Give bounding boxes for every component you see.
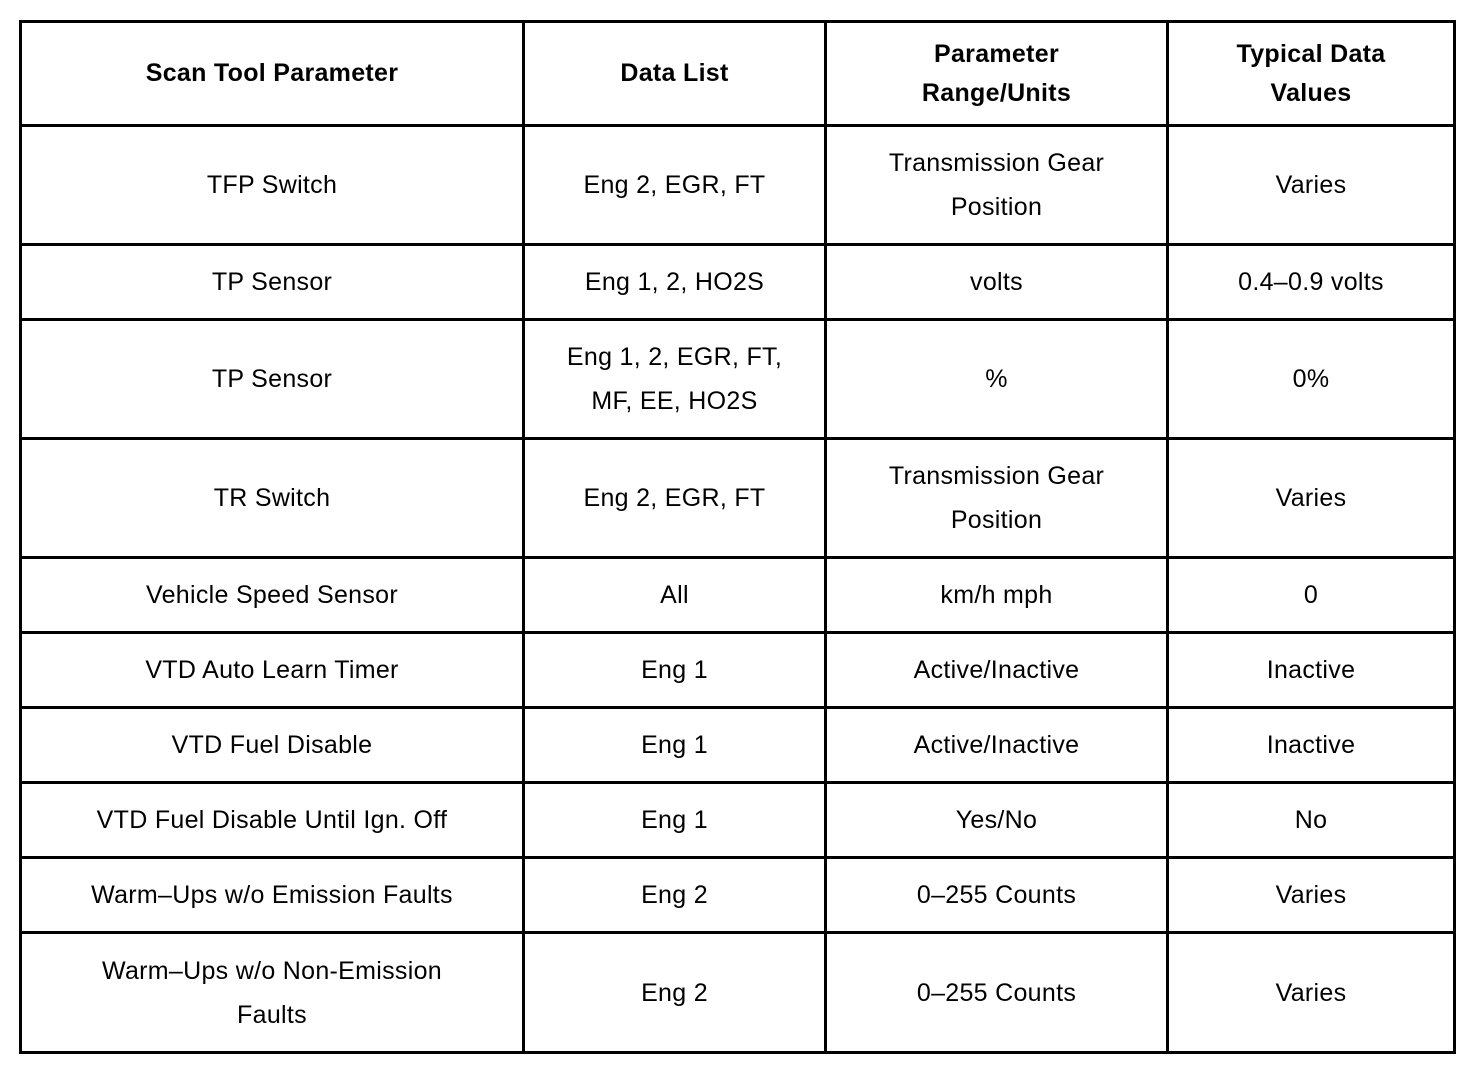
cell-typical-value: Varies: [1168, 858, 1455, 933]
cell-parameter: Warm–Ups w/o Non-Emission Faults: [21, 933, 524, 1053]
table-row: [21, 126, 1455, 245]
cell-typical-value: 0: [1168, 558, 1455, 633]
table-row: [21, 783, 1455, 858]
cell-parameter: TP Sensor: [21, 320, 524, 439]
cell-parameter: Warm–Ups w/o Emission Faults: [21, 858, 524, 933]
cell-typical-value: No: [1168, 783, 1455, 858]
cell-parameter: TP Sensor: [21, 245, 524, 320]
cell-typical-value: Varies: [1168, 126, 1455, 245]
cell-parameter: TR Switch: [21, 439, 524, 558]
cell-data-list: Eng 1: [524, 783, 826, 858]
cell-range-units: Active/Inactive: [826, 633, 1168, 708]
cell-range-units: Yes/No: [826, 783, 1168, 858]
cell-range-units: volts: [826, 245, 1168, 320]
table-row: [21, 708, 1455, 783]
cell-typical-value: Varies: [1168, 933, 1455, 1053]
header-typical-data-values: Typical Data Values: [1168, 22, 1455, 126]
cell-data-list: Eng 2: [524, 858, 826, 933]
scan-tool-data-table: [19, 20, 1456, 1054]
cell-parameter: VTD Fuel Disable: [21, 708, 524, 783]
cell-parameter: Vehicle Speed Sensor: [21, 558, 524, 633]
cell-parameter: VTD Auto Learn Timer: [21, 633, 524, 708]
cell-data-list: Eng 1: [524, 708, 826, 783]
cell-range-units: Active/Inactive: [826, 708, 1168, 783]
cell-parameter: VTD Fuel Disable Until Ign. Off: [21, 783, 524, 858]
table-row: [21, 439, 1455, 558]
cell-data-list: All: [524, 558, 826, 633]
cell-typical-value: Inactive: [1168, 633, 1455, 708]
cell-range-units: km/h mph: [826, 558, 1168, 633]
cell-data-list: Eng 1, 2, EGR, FT, MF, EE, HO2S: [524, 320, 826, 439]
table-row: [21, 633, 1455, 708]
table-header-row: [21, 22, 1455, 126]
cell-parameter: TFP Switch: [21, 126, 524, 245]
cell-data-list: Eng 1, 2, HO2S: [524, 245, 826, 320]
cell-data-list: Eng 2: [524, 933, 826, 1053]
cell-range-units: %: [826, 320, 1168, 439]
cell-range-units: Transmission Gear Position: [826, 439, 1168, 558]
table-row: [21, 320, 1455, 439]
cell-data-list: Eng 2, EGR, FT: [524, 126, 826, 245]
header-scan-tool-parameter: Scan Tool Parameter: [21, 22, 524, 126]
table-row: [21, 558, 1455, 633]
table-row: [21, 933, 1455, 1053]
cell-range-units: Transmission Gear Position: [826, 126, 1168, 245]
header-data-list: Data List: [524, 22, 826, 126]
header-parameter-range-units: Parameter Range/Units: [826, 22, 1168, 126]
cell-typical-value: Inactive: [1168, 708, 1455, 783]
cell-typical-value: Varies: [1168, 439, 1455, 558]
cell-typical-value: 0.4–0.9 volts: [1168, 245, 1455, 320]
table-row: [21, 245, 1455, 320]
cell-typical-value: 0%: [1168, 320, 1455, 439]
cell-data-list: Eng 1: [524, 633, 826, 708]
cell-data-list: Eng 2, EGR, FT: [524, 439, 826, 558]
table-row: [21, 858, 1455, 933]
cell-range-units: 0–255 Counts: [826, 858, 1168, 933]
cell-range-units: 0–255 Counts: [826, 933, 1168, 1053]
